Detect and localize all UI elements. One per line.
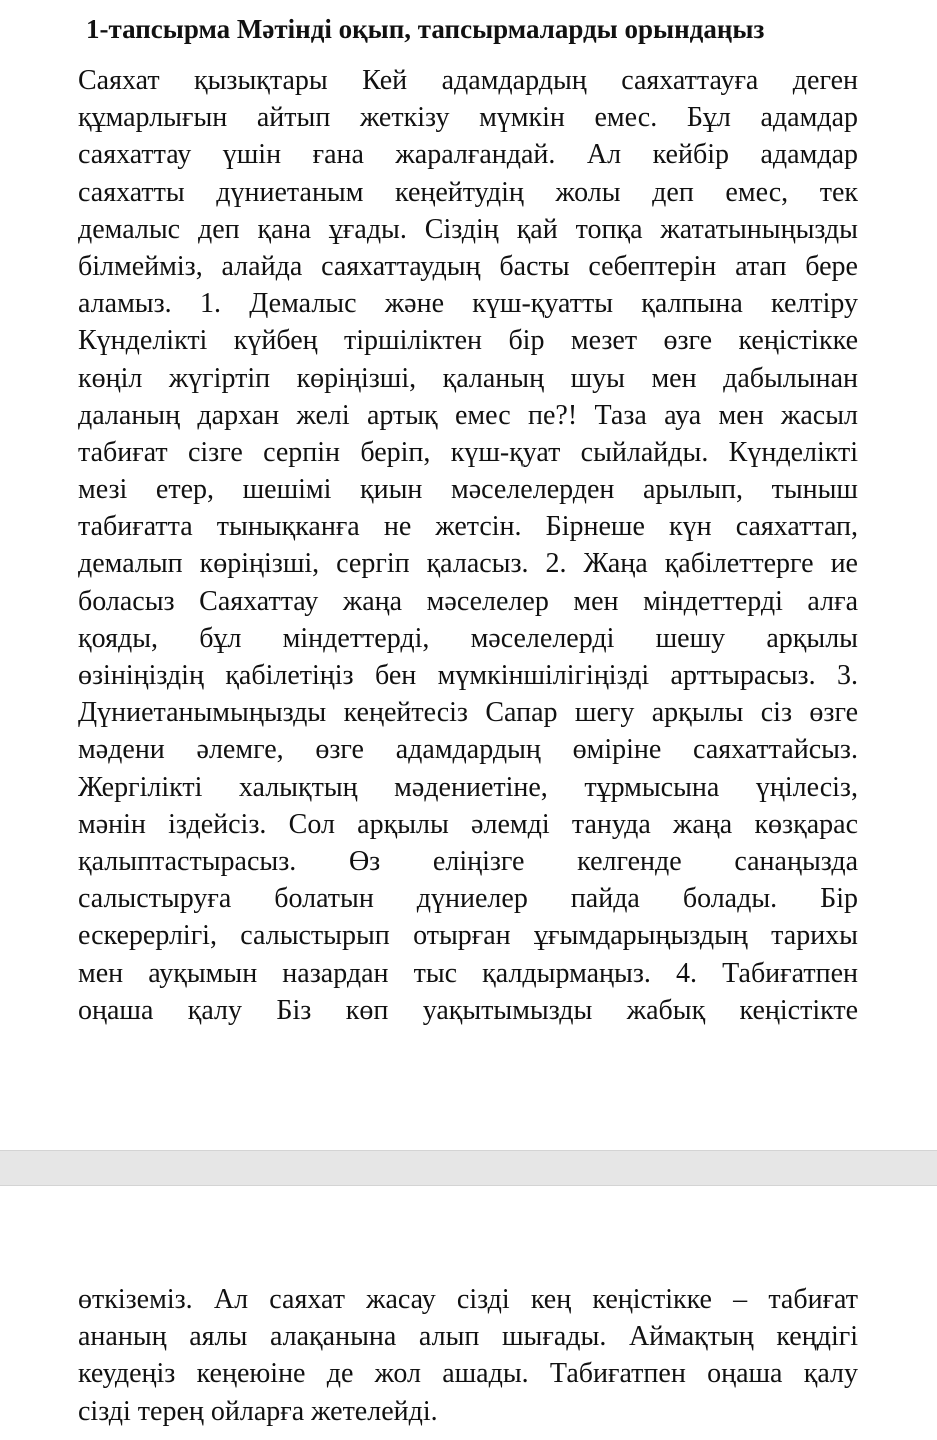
text-line: құмарлығын айтып жеткізу мүмкін емес. Бұл адамдар — [78, 102, 858, 134]
text-line: мәдени әлемге, өзге адамдардың өміріне саяхаттайсыз. — [78, 734, 858, 766]
body-text-page-2 — [78, 1281, 858, 1430]
document-title: 1-тапсырма Мәтінді оқып, тапсырмаларды орындаңыз — [86, 14, 765, 44]
text-line: саяхатты дүниетаным кеңейтудің жолы деп емес, тек — [78, 176, 858, 208]
text-line: көңіл жүгіртіп көріңізші, қаланың шуы мен дабылынан — [78, 362, 858, 394]
text-line: өткіземіз. Ал саяхат жасау сізді кең кеңістікке – табиғат — [78, 1284, 858, 1315]
text-line: даланың дархан желі артық емес пе?! Таза ауа мен жасыл — [78, 399, 858, 431]
text-line: мәнін іздейсіз. Сол арқылы әлемді тануда жаңа көзқарас — [78, 808, 858, 840]
text-line: табиғатта тынықканға не жетсін. Бірнеше күн саяхаттап, — [78, 511, 858, 543]
text-line: демалыс деп қана ұғады. Сіздің қай топқа жататыныңызды — [78, 213, 858, 245]
text-line: қалыптастырасыз. Өз еліңізге келгенде санаңызда — [78, 845, 858, 877]
text-line: ескерерлігі, салыстырып отырған ұғымдарыңыздың тарихы — [78, 920, 858, 952]
page-separator — [0, 1150, 937, 1186]
text-line: өзініңіздің қабілетіңіз бен мүмкіншілігіңізді арттырасыз. 3. — [78, 660, 858, 691]
text-line: саяхаттау үшін ғана жаралғандай. Ал кейбір адамдар — [78, 139, 858, 171]
text-line: Саяхат қызықтары Кей адамдардың саяхаттауға деген — [78, 65, 858, 96]
text-line: боласыз Саяхаттау жаңа мәселелер мен міндеттерді алға — [78, 585, 858, 617]
text-line: Күнделікті күйбең тіршіліктен бір мезет өзге кеңістікке — [78, 325, 858, 357]
text-line: сізді терең ойларға жетелейді. — [78, 1395, 438, 1427]
text-line: табиғат сізге серпін беріп, күш-қуат сыйлайды. Күнделікті — [78, 436, 858, 468]
text-line: салыстыруға болатын дүниелер пайда болады. Бір — [78, 883, 858, 915]
text-line: мен ауқымын назардан тыс қалдырмаңыз. 4. Табиғатпен — [78, 957, 858, 989]
text-line: мезі етер, шешімі қиын мәселелерден арылып, тыныш — [78, 474, 858, 506]
text-line: ананың аялы алақанына алып шығады. Аймақтың кеңдігі — [78, 1321, 858, 1353]
text-line: қояды, бұл міндеттерді, мәселелерді шешу арқылы — [78, 622, 858, 654]
body-text-page-1 — [78, 62, 858, 1029]
text-line: Жергілікті халықтың мәдениетіне, тұрмысына үңілесіз, — [78, 771, 858, 803]
text-line: демалып көріңізші, сергіп қаласыз. 2. Жаңа қабілеттерге ие — [78, 548, 858, 580]
text-line: оңаша қалу Біз көп уақытымызды жабық кеңістікте — [78, 994, 858, 1026]
text-line: кеудеңіз кеңеюіне де жол ашады. Табиғатпен оңаша қалу — [78, 1358, 858, 1390]
text-line: аламыз. 1. Демалыс және күш-қуатты қалпына келтіру — [78, 288, 858, 320]
text-line: білмейміз, алайда саяхаттаудың басты себептерін атап бере — [78, 250, 858, 282]
text-line: Дүниетанымыңызды кеңейтесіз Сапар шегу арқылы сіз өзге — [78, 697, 858, 729]
